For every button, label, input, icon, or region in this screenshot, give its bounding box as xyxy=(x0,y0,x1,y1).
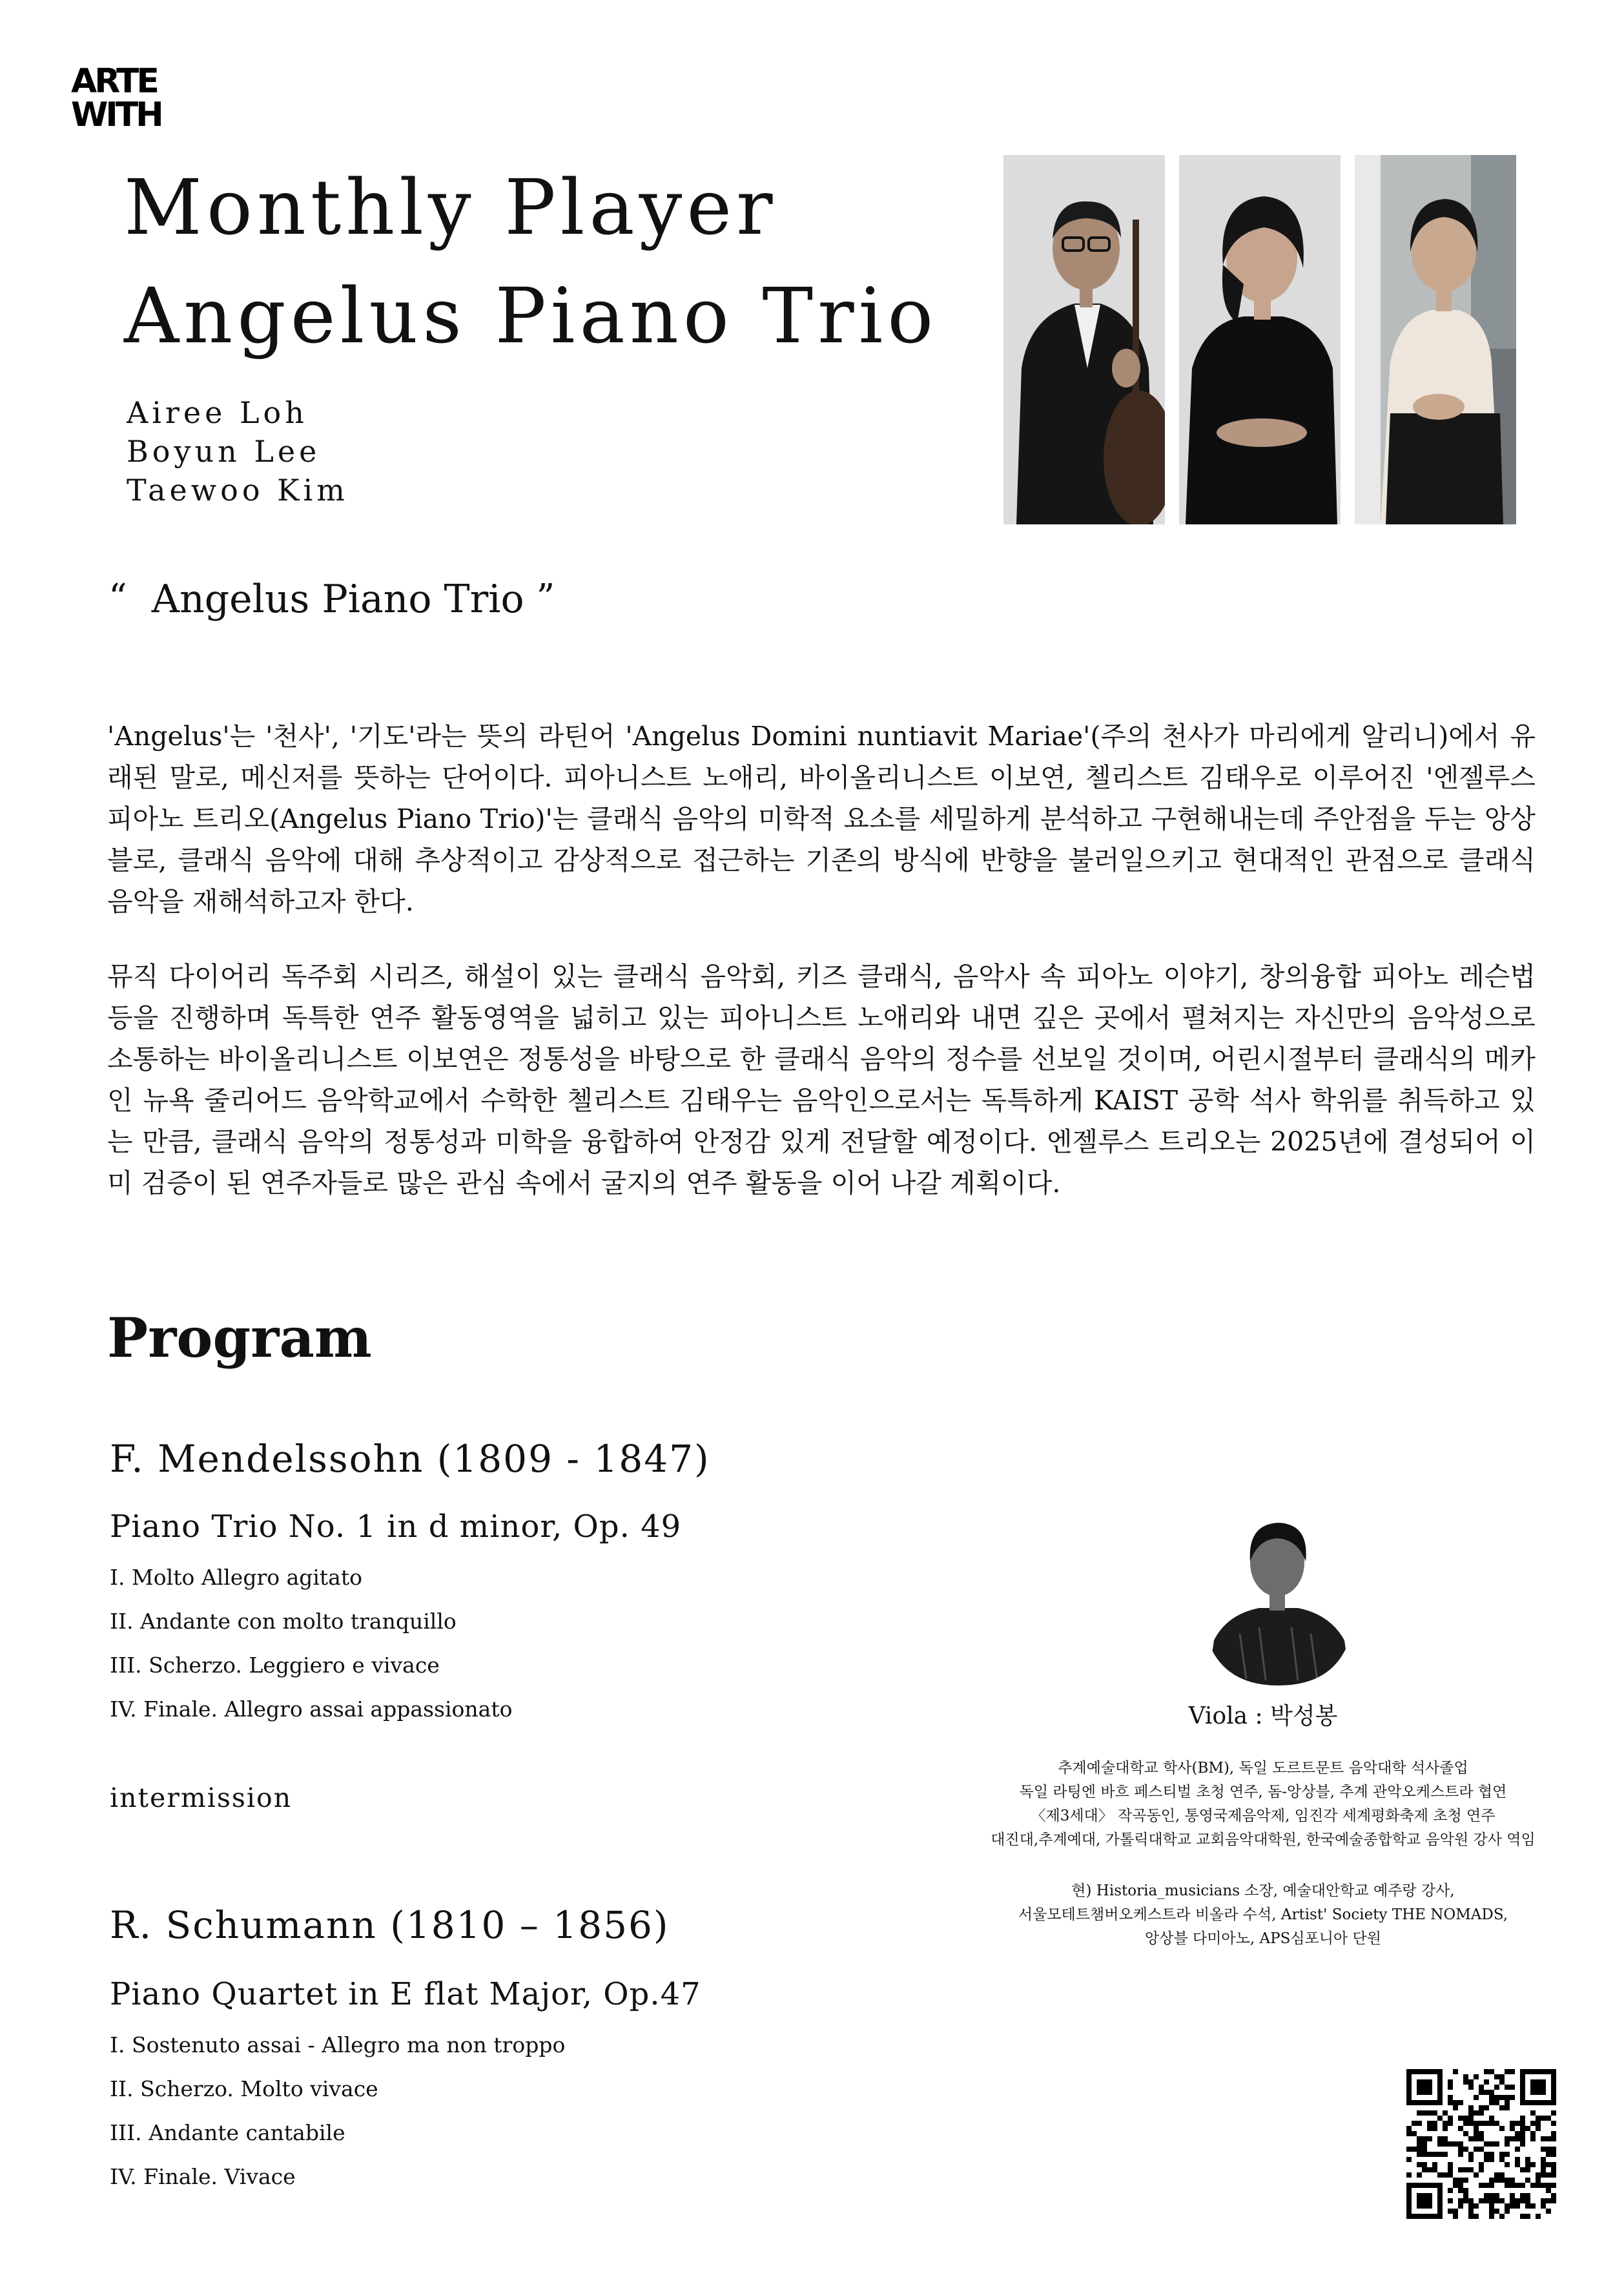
movement-item: IV. Finale. Vivace xyxy=(110,2164,296,2189)
program-heading: Program xyxy=(107,1306,372,1370)
movement-item: I. Molto Allegro agitato xyxy=(110,1565,362,1590)
member-name: Airee Loh xyxy=(127,395,308,430)
bio-line: 현) Historia_musicians 소장, 예술대안학교 예주랑 강사, xyxy=(1071,1882,1455,1899)
cellist-photo xyxy=(1003,155,1165,524)
qr-code-icon[interactable] xyxy=(1406,2069,1556,2219)
movement-item: IV. Finale. Allegro assai appassionato xyxy=(110,1696,513,1722)
member-name: Boyun Lee xyxy=(127,434,321,469)
movement-item: II. Scherzo. Molto vivace xyxy=(110,2076,378,2101)
composer-title: R. Schumann (1810 – 1856) xyxy=(110,1903,670,1947)
pianist-photo xyxy=(1179,155,1341,524)
bio-line: 앙상블 다미아노, APS심포니아 단원 xyxy=(1145,1930,1381,1947)
quote-text: Angelus Piano Trio xyxy=(151,577,524,622)
intro-paragraph-2: 뮤직 다이어리 독주회 시리즈, 해설이 있는 클래식 음악회, 키즈 클래식, 음악사 속 피아노 이야기, 창의융합 피아노 레슨법 등을 진행하며 독특한 연주 활동영역을 넓히고 있는 피아니스트 노애리와 내면 깊은 곳에서 펼쳐지는 자신만의 음악성으로 소통하는 바이올리니스트 이보연은 정통성을 바탕으로 한 클래식 음악의 정수를 선보일 것이며, 어린시절부터 클래식의 메카인 뉴욕 줄리어드 음악학교에서 수학한 첼리스트 김태우는 음악인으로서는 독특하게 KAIST 공학 석사 학위를 취득하고 있는 만큼, 클래식 음악의 정통성과 미학을 융합하여 안정감 있게 전달할 예정이다. 엔젤루스 트리오는 2025년에 결성되어 이미 검증이 된 연주자들로 많은 관심 속에서 굴지의 연주 활동을 이어 나갈 계획이다. xyxy=(107,961,1536,1199)
movement-item: I. Sostenuto assai - Allegro ma non troppo xyxy=(110,2032,566,2057)
movement-item: II. Andante con molto tranquillo xyxy=(110,1609,457,1634)
bio-line: 독일 라팅엔 바흐 페스티벌 초청 연주, 돔-앙상블, 추계 관악오케스트라 협연 xyxy=(1019,1784,1507,1800)
quote-heading xyxy=(108,577,555,622)
artewith-logo xyxy=(71,62,161,134)
composer-title: F. Mendelssohn (1809 - 1847) xyxy=(110,1437,710,1481)
violist-portrait xyxy=(1201,1511,1356,1685)
movement-item: III. Scherzo. Leggiero e vivace xyxy=(110,1653,440,1678)
bio-line: 대진대,추계예대, 가톨릭대학교 교회음악대학원, 한국예술종합학교 음악원 강사 역임 xyxy=(991,1831,1536,1848)
bio-line: 〈제3세대〉 작곡동인, 통영국제음악제, 임진각 세계평화축제 초청 연주 xyxy=(1031,1808,1496,1824)
open-quote-mark: “ xyxy=(108,577,127,619)
work-title: Piano Trio No. 1 in d minor, Op. 49 xyxy=(110,1509,682,1545)
bio-line: 추계예술대학교 학사(BM), 독일 도르트문트 음악대학 석사졸업 xyxy=(1058,1760,1468,1777)
movement-item: III. Andante cantabile xyxy=(110,2120,345,2145)
member-name: Taewoo Kim xyxy=(127,473,349,508)
page-title-line-2: Angelus Piano Trio xyxy=(124,271,938,360)
logo-line-1: ARTE xyxy=(71,62,157,101)
violinist-photo xyxy=(1355,155,1516,524)
close-quote-mark: ” xyxy=(536,577,555,619)
intro-paragraph-1: 'Angelus'는 '천사', '기도'라는 뜻의 라틴어 'Angelus Domini nuntiavit Mariae'(주의 천사가 마리에게 알리니)에서 유래된 말로, 메신저를 뜻하는 단어이다. 피아니스트 노애리, 바이올리니스트 이보연, 첼리스트 김태우로 이루어진 '엔젤루스 피아노 트리오(Angelus Piano Trio)'는 클래식 음악의 미학적 요소를 세밀하게 분석하고 구현해내는데 주안점을 두는 앙상블로, 클래식 음악에 대해 추상적이고 감상적으로 접근하는 기존의 방식에 반향을 불러일으키고 현대적인 관점으로 클래식 음악을 재해석하고자 한다. xyxy=(107,721,1536,917)
work-title: Piano Quartet in E flat Major, Op.47 xyxy=(110,1976,701,2012)
bio-line: 서울모테트챔버오케스트라 비올라 수석, Artist' Society THE NOMADS, xyxy=(1018,1906,1508,1923)
guest-bio-block-1 xyxy=(940,1757,1586,1852)
page-title-line-1: Monthly Player xyxy=(124,163,777,252)
logo-line-2: WITH xyxy=(71,96,161,134)
intermission-label: intermission xyxy=(110,1782,293,1813)
guest-caption: Viola : 박성봉 xyxy=(1188,1703,1338,1729)
guest-bio-block-2 xyxy=(940,1879,1586,1951)
